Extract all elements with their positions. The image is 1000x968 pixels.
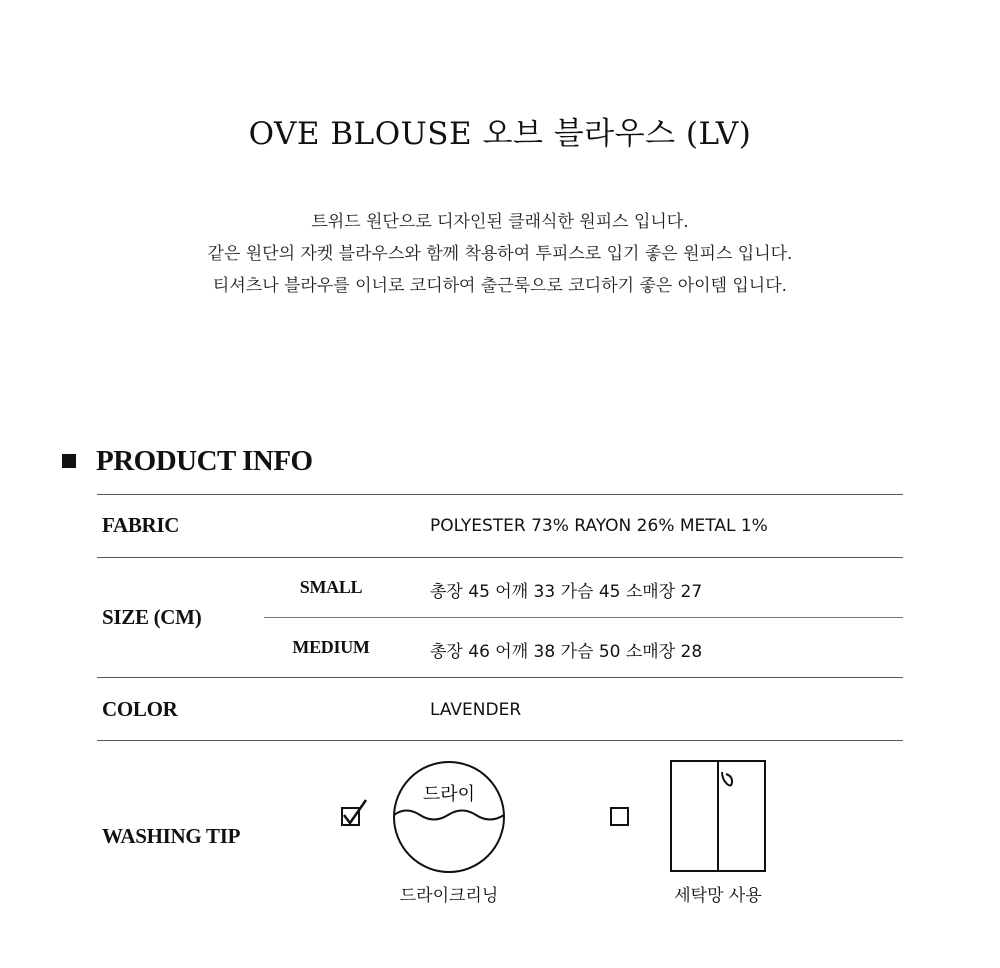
washing-tip-label: WASHING TIP — [102, 824, 241, 848]
product-info-title: PRODUCT INFO — [96, 444, 313, 477]
fabric-value: POLYESTER 73% RAYON 26% METAL 1% — [430, 516, 768, 536]
description-line: 티셔츠나 블라우를 이너로 코디하여 출근룩으로 코디하기 좋은 아이템 입니다. — [212, 276, 788, 296]
size-small-label: SMALL — [299, 577, 363, 597]
product-title: OVE BLOUSE 오브 블라우스 (LV) — [248, 116, 752, 152]
checkmark-icon — [339, 797, 369, 827]
laundry-net-checkbox[interactable] — [610, 807, 629, 826]
laundry-net-caption: 세탁망 사용 — [674, 886, 762, 906]
dry-clean-caption: 드라이크리닝 — [399, 886, 499, 906]
size-medium-value: 총장 46 어깨 38 가슴 50 소매장 28 — [430, 642, 703, 662]
size-medium-label: MEDIUM — [292, 637, 370, 657]
description-line: 트위드 원단으로 디자인된 클래식한 원피스 입니다. — [311, 212, 689, 232]
size-small-value: 총장 45 어깨 33 가슴 45 소매장 27 — [430, 582, 703, 602]
square-bullet-icon — [62, 454, 76, 468]
fabric-label: FABRIC — [102, 513, 180, 537]
table-divider — [97, 740, 903, 741]
dry-clean-icon — [392, 760, 506, 874]
product-info-heading — [62, 444, 313, 478]
table-divider — [97, 557, 903, 558]
table-subdivider — [264, 617, 903, 618]
product-description — [0, 206, 1000, 302]
size-label: SIZE (CM) — [102, 605, 202, 629]
table-divider — [97, 494, 903, 495]
table-divider — [97, 677, 903, 678]
description-line: 같은 원단의 자켓 블라우스와 함께 착용하여 투피스로 입기 좋은 원피스 입니다. — [207, 244, 793, 264]
color-value: LAVENDER — [430, 700, 522, 720]
color-label: COLOR — [102, 697, 178, 721]
washing-machine-icon — [670, 760, 766, 872]
dry-clean-icon-text: 드라이 — [422, 784, 476, 805]
